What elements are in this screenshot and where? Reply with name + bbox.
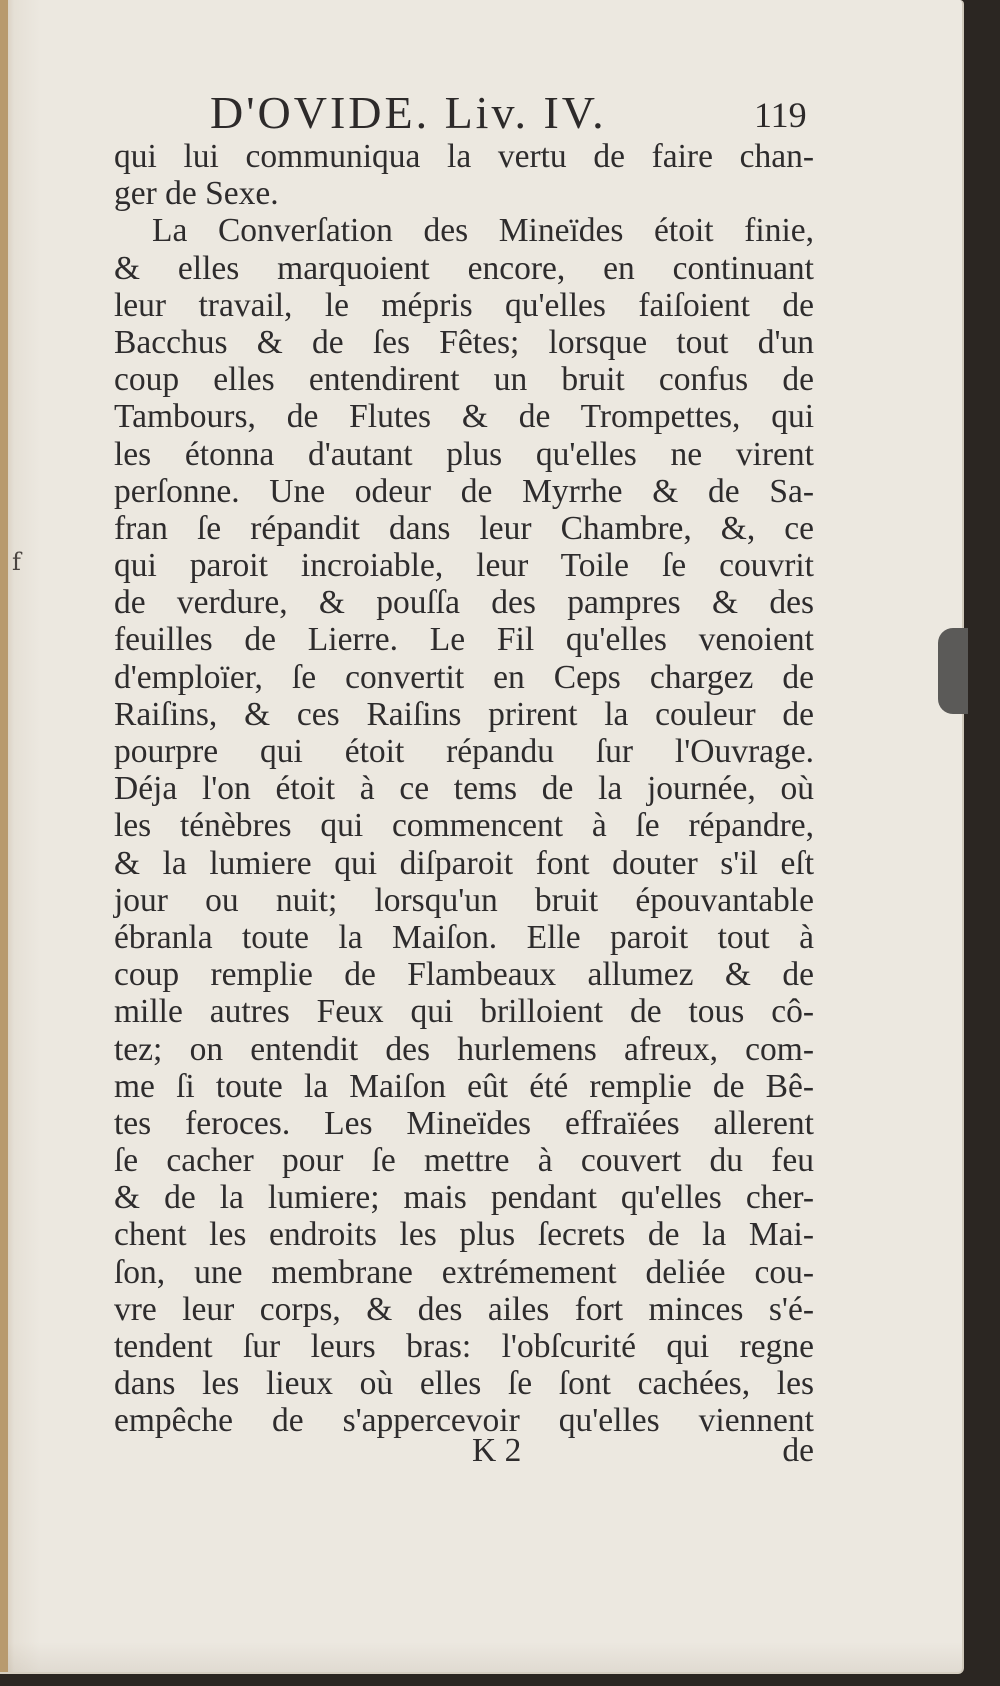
page-gutter-shadow [0,0,8,1672]
text-line: Déja l'on étoit à ce tems de la journée, où [114,770,814,808]
catchword: de [782,1432,814,1469]
page-footer [114,1432,814,1472]
text-line: pourpre qui étoit répandu ſur l'Ouvrage. [114,733,814,770]
signature-mark: K 2 [472,1432,522,1469]
text-line: empêche de s'appercevoir qu'elles viennent [114,1402,814,1440]
text-line: d'emploïer, ſe convertit en Ceps chargez de [114,658,814,696]
page-tab-marker [938,628,968,714]
text-line: mille autres Feux qui brilloient de tous cô- [114,993,814,1031]
text-line: & la lumiere qui diſparoit font douter s'il eſt [114,844,814,882]
text-line: jour ou nuit; lorsqu'un bruit épouvantable [114,881,814,919]
text-line: Tambours, de Flutes & de Trompettes, qui [114,398,814,436]
text-line: me ſi toute la Maiſon eût été remplie de Bê- [114,1067,814,1105]
page-number: 119 [754,95,807,135]
text-line: feuilles de Lierre. Le Fil qu'elles venoient [114,621,814,659]
body-text [114,138,814,1440]
text-line: les étonna d'autant plus qu'elles ne virent [114,435,814,473]
margin-mark: f [12,548,21,576]
text-line: coup remplie de Flambeaux allumez & de [114,956,814,994]
text-line: dans les lieux où elles ſe ſont cachées, les [114,1365,814,1403]
text-line: ſon, une membrane extrémement deliée cou- [114,1253,814,1291]
text-line: tendent ſur leurs bras: l'obſcurité qui regne [114,1328,814,1365]
text-line: les ténèbres qui commencent à ſe répandre, [114,807,814,845]
text-line: & de la lumiere; mais pendant qu'elles cher- [114,1179,814,1217]
running-title: D'OVIDE. Liv. IV. [210,87,607,138]
text-line: perſonne. Une odeur de Myrrhe & de Sa- [114,472,814,510]
text-line: fran ſe répandit dans leur Chambre, &, ce [114,509,814,547]
text-line: qui paroit incroiable, leur Toile ſe couvrit [114,547,814,585]
text-line: tes feroces. Les Mineïdes effraïées allerent [114,1104,814,1142]
text-line: qui lui communiqua la vertu de faire chan- [114,138,814,175]
text-line: ſe cacher pour ſe mettre à couvert du feu [114,1142,814,1180]
text-line: leur travail, le mépris qu'elles faiſoient de [114,286,814,324]
text-line: Raiſins, & ces Raiſins prirent la couleur de [114,695,814,733]
text-line: tez; on entendit des hurlemens afreux, com- [114,1030,814,1068]
text-line: ger de Sexe. [114,175,279,213]
text-line: ébranla toute la Maiſon. Elle paroit tout à [114,918,814,956]
text-line: coup elles entendirent un bruit confus de [114,361,814,399]
text-line: de verdure, & pouſſa des pampres & des [114,584,814,622]
text-line: La Converſation des Mineïdes étoit finie, [152,212,814,250]
page-header [210,86,810,138]
text-line: Bacchus & de ſes Fêtes; lorsque tout d'un [114,323,814,361]
text-line: vre leur corps, & des ailes fort minces s'é- [114,1290,814,1328]
text-line: chent les endroits les plus ſecrets de la Mai- [114,1216,814,1254]
text-line: & elles marquoient encore, en continuant [114,249,814,287]
